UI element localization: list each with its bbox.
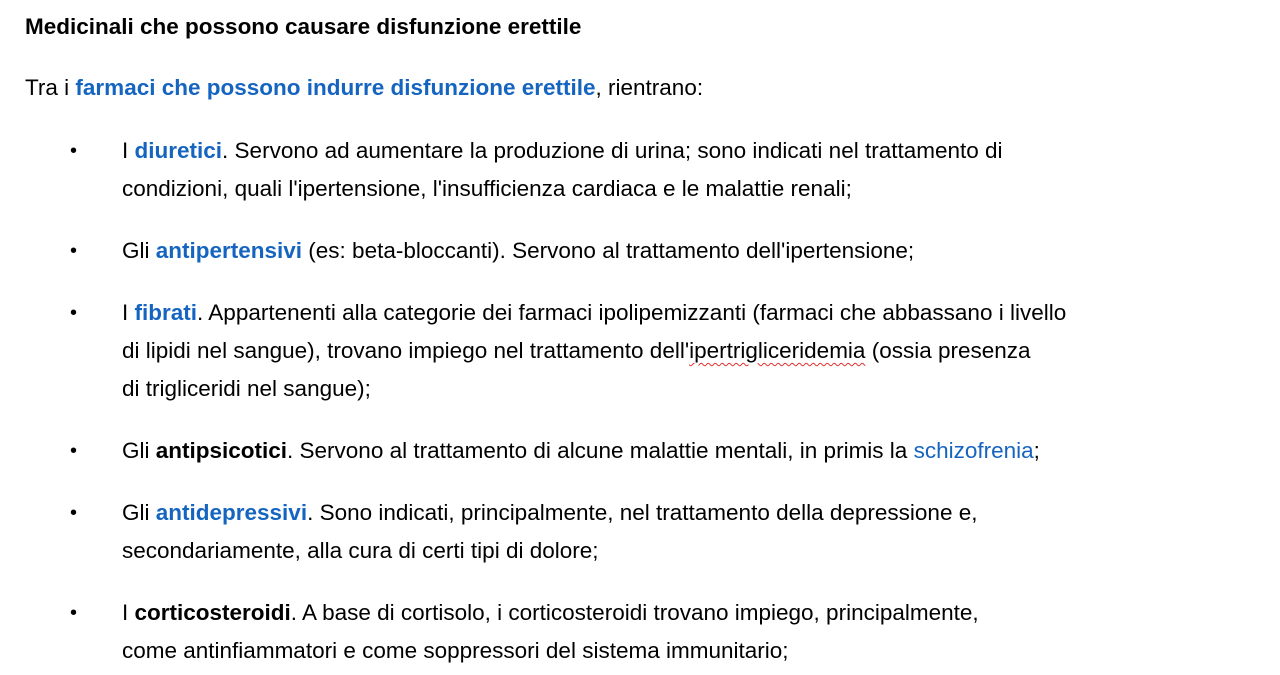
text-line [122, 498, 977, 536]
text-line [122, 336, 1031, 374]
text-segment: I [122, 600, 135, 625]
text-segment: come antinfiammatori e come soppressori del sistema immunitario; [122, 638, 789, 663]
text-segment: ; [1033, 438, 1040, 463]
text-line [122, 598, 979, 636]
text-line [122, 298, 1066, 336]
text-segment: . Servono ad aumentare la produzione di urina; sono indicati nel trattamento di [222, 138, 1003, 163]
text-segment: Gli [122, 438, 156, 463]
term-link[interactable]: antidepressivi [155, 500, 308, 525]
text-line [122, 436, 1040, 474]
bullet-icon: • [70, 440, 78, 462]
text-line [122, 136, 1003, 174]
text-segment: Gli [122, 238, 156, 263]
text-line [122, 374, 371, 412]
text-segment: di lipidi nel sangue), trovano impiego nel trattamento dell' [122, 338, 690, 363]
intro-text: Tra i [25, 75, 76, 100]
intro-paragraph [25, 75, 703, 101]
text-segment: . A base di cortisolo, i corticosteroidi trovano impiego, principalmente, [290, 600, 979, 625]
term-bold: corticosteroidi [134, 600, 291, 625]
term-link[interactable]: antipertensivi [155, 238, 303, 263]
text-segment: . Sono indicati, principalmente, nel trattamento della depressione e, [307, 500, 978, 525]
text-line [122, 174, 852, 212]
bullet-icon: • [70, 602, 78, 624]
text-segment: Gli [122, 500, 156, 525]
term-link[interactable]: fibrati [134, 300, 198, 325]
text-segment: condizioni, quali l'ipertensione, l'insufficienza cardiaca e le malattie renali; [122, 176, 852, 201]
text-segment: secondariamente, alla cura di certi tipi di dolore; [122, 538, 599, 563]
text-segment: I [122, 138, 135, 163]
bullet-icon: • [70, 302, 78, 324]
misspelled-word: ipertrigliceridemia [689, 338, 866, 363]
bullet-icon: • [70, 502, 78, 524]
text-line [122, 236, 914, 274]
text-line [122, 536, 599, 574]
page-title: Medicinali che possono causare disfunzione erettile [25, 14, 582, 39]
text-segment: (ossia presenza [865, 338, 1031, 363]
text-segment: di trigliceridi nel sangue); [122, 376, 371, 401]
text-segment: I [122, 300, 135, 325]
text-line [122, 636, 789, 674]
term-link[interactable]: diuretici [134, 138, 223, 163]
text-segment: . Servono al trattamento di alcune malattie mentali, in primis la [287, 438, 914, 463]
bullet-icon: • [70, 240, 78, 262]
intro-link[interactable]: farmaci che possono indurre disfunzione erettile [75, 75, 596, 100]
bullet-icon: • [70, 140, 78, 162]
text-segment: . Appartenenti alla categorie dei farmaci ipolipemizzanti (farmaci che abbassano i livello [197, 300, 1067, 325]
text-segment: (es: beta-bloccanti). Servono al trattamento dell'ipertensione; [302, 238, 915, 263]
intro-text-end: , rientrano: [595, 75, 704, 100]
term-bold: antipsicotici [155, 438, 288, 463]
term-link[interactable]: schizofrenia [913, 438, 1034, 463]
